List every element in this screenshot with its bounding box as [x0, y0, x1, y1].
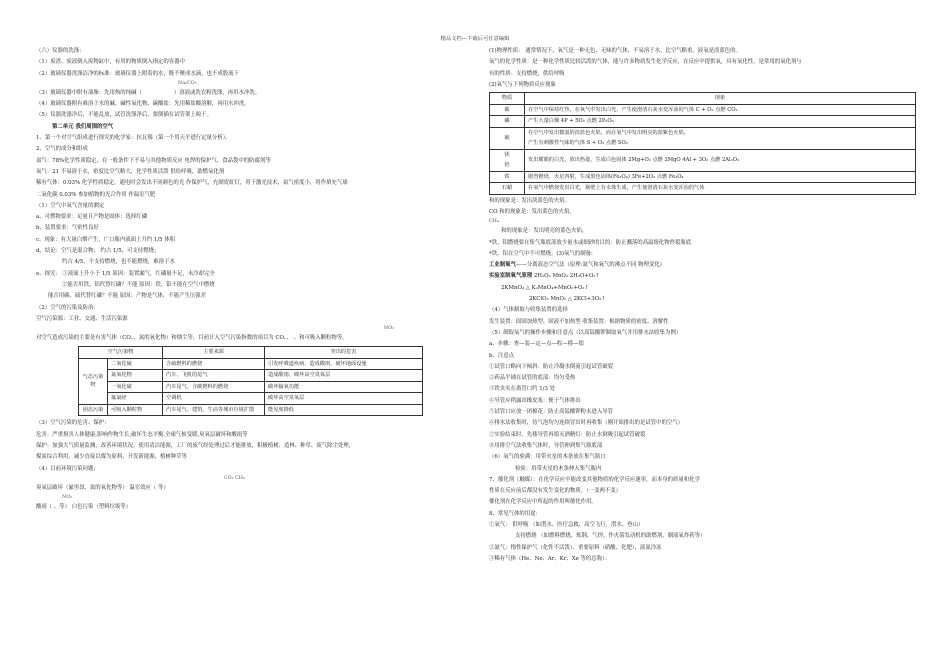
text-line: ⑦实验结束时，先移导管再熄灭酒精灯：防止水倒吸引起试管破裂 — [489, 431, 646, 438]
table-row — [79, 393, 423, 405]
table-row — [490, 116, 916, 128]
section-heading: 第二单元 我们周围的空气 — [52, 123, 114, 130]
text-line: （1）废渣、废液倒入废物缸中，有用的物质倒入指定的容器中 — [36, 59, 185, 66]
table-header-cell: 突出的危害 — [265, 347, 423, 359]
table-cell: 二氧化硫 — [108, 358, 163, 370]
text-line: 性质在反应前后都没有发生变化的物质。（一变两不变） — [489, 488, 622, 495]
table-header-row — [490, 93, 916, 105]
text-line: d、结论：空气是混合物； 约占 1/5，可支持燃烧； — [36, 248, 160, 255]
text-line: a、步骤：查—装—定—点—收—移—熄 — [489, 341, 584, 348]
text-line: ③铁夹夹在离管口约 1/3 处 — [489, 386, 556, 393]
table-cell: 氟氯烃 — [108, 393, 163, 405]
equation: 2H₂O₂ MnO₂ 2H₂O+O₂↑ — [532, 273, 601, 280]
text-line: 1、第一个对空气组成进行探究的化学家：拉瓦锡（第一个用天平进行定量分析）。 — [36, 135, 231, 142]
text-line: b、注意点 — [489, 352, 515, 359]
formula-annotation: CO₂ CH₄ — [224, 475, 245, 481]
table-cell: 空调机 — [163, 393, 265, 405]
text-line: *铁、铝燃烧要在集气瓶底部放少量水或细砂的目的：防止溅落的高温熔化物炸裂瓶底 — [489, 239, 692, 246]
text-line: ②氮气：惰性保护气（化性不活泼）、重要原料（硝酸、化肥）、液氮冷冻 — [489, 544, 662, 551]
text-line: 约占 4/5，不支持燃烧，也不能燃烧，难溶于水 — [62, 259, 175, 266]
text-line: ④导管应稍露出橡皮塞：便于气体排出 — [489, 397, 581, 404]
table-header-cell: 现象 — [525, 93, 916, 105]
table-cell: 碳 — [490, 104, 525, 116]
text-line: 能否用碳、硫代替红磷？不能 原因：产物是气体，不能产生压强差 — [48, 293, 207, 300]
text-line: c、现象：有大量白烟产生，广口瓶内液面上升约 1/5 体积 — [36, 236, 176, 243]
table-cell: 硫 — [490, 127, 525, 149]
text-line: 和的现象是：发出明亮的蓝色火焰。 — [501, 228, 588, 235]
table-cell: 发出耀眼的白光，放出热量，生成白色固体 2Mg+O₂ 点燃 2MgO 4Al + 3O₂ 点燃 2Al₂O₃ — [525, 149, 916, 171]
pollution-table — [78, 346, 423, 416]
table-row — [79, 370, 423, 382]
text-line: (1)物理性质： 通常情况下，氧气是一种无色、无味的气体，不易溶于水，比空气略重，液氧是淡蓝色的。 — [489, 48, 741, 54]
text-line: （3）空气污染的危害、保护： — [36, 420, 110, 427]
text-line: 2、空气的成分和组成 — [36, 146, 88, 153]
right-column — [489, 46, 916, 565]
text-line: （5）仪器洗涤净后，不能乱放，试管洗涤净后，要倒插在试管架上晾干。 — [36, 112, 212, 119]
text-line: （2）空气的污染及防治： — [36, 304, 99, 311]
text-line: 危害：严重损害人体健康,影响作物生长,破坏生态平衡.全球气候变暖,臭氧层破坏和酸雨等 — [36, 431, 248, 438]
table-row — [490, 149, 916, 171]
text-line: 酸雨（ 、等） 白色污染（塑料垃圾等） — [36, 504, 132, 511]
page-header: 精品文档---下载后可任意编辑 — [440, 36, 510, 42]
table-header-cell: 空气污染物 — [79, 347, 163, 359]
table-cell: 在空气中保持红热，在氧气中发出白光，产生使澄清石灰水变浑浊的气体 C + O₂ 点燃 CO₂ — [525, 104, 916, 116]
table-header-cell: 主要来源 — [163, 347, 265, 359]
formula-annotation: NO₂ — [62, 495, 73, 501]
text-line: 催化剂在化学反应中所起的作用叫催化作用。 — [489, 499, 597, 506]
text-line: e、探究： ①液面上升小于 1/5 原因：装置漏气，红磷量不足，未冷却完全 — [36, 270, 215, 277]
table-cell: 汽车尾气、建筑、生活等城市垃圾扩散 — [163, 404, 265, 416]
table-cell: 引发呼吸道疾病、造成酸雨、破坏地面设施 — [265, 358, 423, 370]
text-line: *铁、铝在空气中不可燃烧。(3)氧气的制备: — [489, 250, 593, 257]
table-cell: 破坏高空臭氧层 — [265, 393, 423, 405]
table-row — [490, 171, 916, 183]
left-column — [36, 46, 463, 514]
text-line: 二氧化碳 0.03% 参加植物的光合作用 作温室气肥 — [36, 191, 156, 198]
text-line: 支持燃烧 （如燃料燃烧、炼钢、气焊、作火箭发动机的助燃剂，制液氧炸药等） — [515, 533, 706, 540]
text-line: （4）玻璃仪器附有难溶于水的碱、碱性氧化物、碳酸盐：先用稀盐酸溶解，再用水冲洗。 — [36, 101, 250, 108]
text-line — [36, 88, 463, 99]
table-cell: 含硫燃料的燃烧 — [163, 358, 265, 370]
table-row — [79, 358, 423, 370]
text-fragment: ）溶液或洗衣粉洗涤，再用水冲洗。 — [173, 89, 261, 96]
text-line: ⑥排水法收集时，待气泡均匀连续冒出时再收集（刚开始排出的是试管中的空气） — [489, 420, 684, 427]
table-cell: 产生大量白烟 4P + 5O₂ 点燃 2P₂O₅ — [525, 116, 916, 128]
text-line: ③稀有气体（He、Ne、Ar、Kr、Xe 等的总称）： — [489, 555, 611, 562]
text-line — [489, 260, 916, 271]
text-line: ①氧气： 供呼吸 （如潜水、医疗急救、高空飞行，潜水、登山） — [489, 522, 644, 528]
text-line: ⑤试管口应放一团棉花：防止高锰酸钾粉末进入导管 — [489, 409, 613, 416]
text-line: 保护：加强大气质量监测，改善环境状况，使用清洁能源，工厂的废气经处理过后才能排放，积极植树、造林、种草、废气除尘处理， — [36, 443, 355, 450]
equation: 2KClO₃ MnO₂ △ 2KCl+3O₂↑ — [529, 296, 606, 303]
text-line: （4）气体制取与收集装置的选择 — [489, 307, 568, 314]
table-cell: 造成酸雨、破坏高空臭氧层 — [265, 370, 423, 382]
text-line: 氮气：78%化学性质稳定，在一般条件下不易与其他物质反应 电焊的保护气、食品袋中的防腐剂等 — [36, 157, 271, 164]
text-line: ②能否用铁、铝代替红磷？不能 原因：铁、铝不能在空气中燃烧 — [62, 281, 215, 288]
table-cell: 镁 铝 — [490, 149, 525, 171]
table-cell: 在氧气中燃烧发出白光，瓶壁上有水珠生成，产生使澄清石灰水变浑浊的气体 — [525, 183, 916, 195]
table-row — [490, 127, 916, 149]
table-row — [79, 381, 423, 393]
table-cell: 汽车、飞机的尾气 — [163, 370, 265, 382]
text-line: a、可燃物要求：足量且产物是固体：选择红磷 — [36, 214, 148, 221]
text-line: 氧气的化学性质：是一种化学性质比较活泼的气体，能与许多物质发生化学反应，在反应中提供氧，具有氧化性，是常用的氧化剂与 — [489, 59, 802, 66]
formula-annotation: Na₂CO₃ — [178, 80, 197, 86]
text-line: （4）目前环境污染问题: — [36, 465, 96, 472]
text-line: 和的现象是：发出淡蓝色的火焰。 — [489, 197, 570, 204]
text-line: b、装置要求：气密性良好 — [36, 225, 99, 232]
text-line: ⑧用排空气法收集气体时，导管伸到集气瓶底部 — [489, 442, 603, 449]
equation: 2KMnO₄ △ K₂MnO₄+MnO₂+O₂↑ — [501, 284, 590, 291]
text-line: 检验：用带火星的木条伸入集气瓶内 — [515, 465, 602, 472]
text-line: （5）制取氧气的操作步骤和注意点（以高锰酸钾制取氧气并用排水法收集为例） — [489, 329, 682, 336]
text-fragment: 工业制氧气 — [489, 262, 516, 269]
table-row — [490, 183, 916, 195]
text-line: 稀有气体：0.03% 化学性质稳定，通电时会发出不同颜色的光 作保护气，充制霓虹灯，用于激光技术，氦气密度小，用作填充气球 — [36, 180, 348, 187]
text-fragment: （3）玻璃仪器中附有油脂：先用热的纯碱（ — [36, 89, 142, 96]
text-line: 7、催化剂（触媒）：在化学反应中能改变其他物质的化学反应速率，而本身的质量和化学 — [489, 476, 700, 483]
table-group-cell: 固态污染 — [79, 404, 108, 416]
table-cell: 剧烈燃烧，火星四射，生成黑色固体(Fe₃O₄) 3Fe+2O₂ 点燃 Fe₃O₄ — [525, 171, 916, 183]
text-line: （2）玻璃仪器洗涤洁净的标准：玻璃仪器上附着的水，既不聚成水滴，也不成股流下 — [36, 70, 239, 77]
formula-annotation: CH₄ — [489, 219, 499, 225]
text-line: 臭氧层破坏（氟里昂、氮的氧化物等） 温室效应（ 等） — [36, 484, 169, 491]
text-line: 发生装置：固固加热型、固液不加热型 收集装置：根据物质的密度、溶解性 — [489, 318, 669, 325]
table-header-row — [79, 347, 423, 359]
text-line: (2)氧气与下列物质反应现象 — [489, 81, 556, 88]
text-fragment: 实验室制氧气原理 — [489, 273, 533, 280]
text-line: 有的性质：支持燃烧，供给呼吸 — [489, 70, 565, 77]
text-line: 煤炭综合利用，减少直接以煤为原料，开发新能源，植树种草等 — [36, 454, 187, 461]
formula-annotation: NO₂ — [384, 326, 395, 332]
text-line: ②药品平铺在试管的底部：均匀受热 — [489, 375, 576, 382]
text-line — [489, 271, 916, 282]
table-cell: 在空气中发出微弱的淡蓝色火焰，而在氧气中发出明亮的蓝紫色火焰， 产生有刺激性气味的气体 S + O₂ 点燃 SO₂ — [525, 127, 916, 149]
table-cell: 可吸入颗粒物 — [108, 404, 163, 416]
table-cell: 一氧化碳 — [108, 381, 163, 393]
table-row — [490, 104, 916, 116]
text-fragment: ——分离液态空气法（原理:氮气和氧气的沸点不同 物理变化） — [515, 262, 666, 269]
table-group-cell: 气态污染物 — [79, 358, 108, 404]
table-cell: 磷 — [490, 116, 525, 128]
table-row — [79, 404, 423, 416]
text-line: ①试管口略向下倾斜：防止冷凝水倒流引起试管破裂 — [489, 363, 613, 370]
text-line: （1）空气中氧气含量的测定 — [36, 202, 105, 209]
text-line: CO 和的现象是：发出蓝色的火焰。 — [489, 208, 575, 215]
text-line: 对空气造成污染的主要是有害气体（CO、、氮的氧化物）和烟尘等。目前计入空气污染指数的项目为 CO、、 、和可吸入颗粒物等。 — [36, 335, 348, 342]
oxygen-reaction-table — [489, 92, 916, 195]
table-cell: 能见度降低 — [265, 404, 423, 416]
table-cell: 破坏输氧功能 — [265, 381, 423, 393]
text-line: （六）仪器的洗涤： — [36, 48, 85, 54]
text-line: 氧气：21 不易溶于水，密度比空气略大，化学性质活泼 供给呼吸，助燃氧化剂 — [36, 168, 225, 175]
table-cell: 石蜡 — [490, 183, 525, 195]
table-header-cell: 物质 — [490, 93, 525, 105]
table-cell: 汽车尾气、含碳燃料的燃烧 — [163, 381, 265, 393]
text-line: （6）氧气的验满：用带火星的木条放在集气瓶口 — [489, 454, 606, 461]
text-line: 空气污染源：工业、交通、生活污染源 — [36, 315, 128, 322]
text-line: 8、常见气体的用途： — [489, 510, 541, 517]
table-cell: 铁 — [490, 171, 525, 183]
table-cell: 氮氧化物 — [108, 370, 163, 382]
